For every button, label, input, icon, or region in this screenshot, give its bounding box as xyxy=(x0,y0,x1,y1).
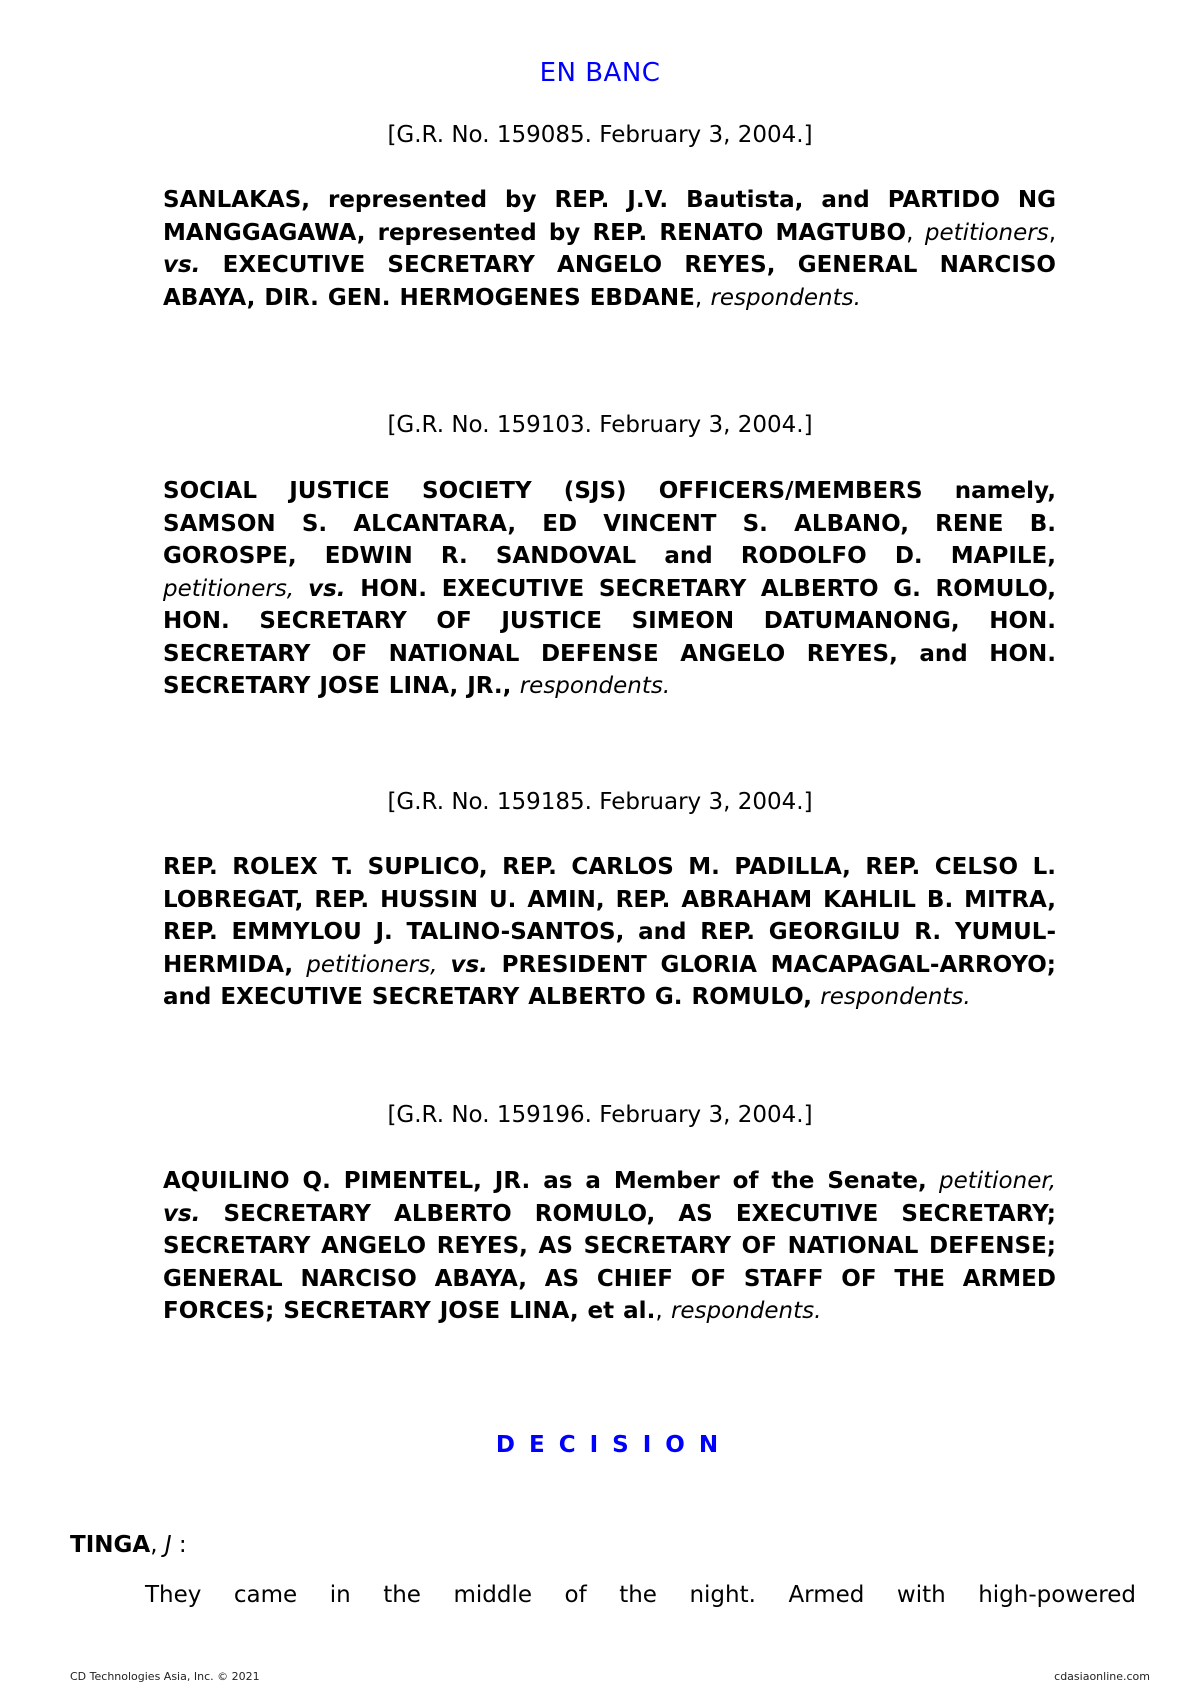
respondents-label: respondents. xyxy=(820,984,971,1010)
petitioners-label: petitioners xyxy=(924,219,1049,246)
respondents-names: EXECUTIVE SECRETARY ANGELO REYES, GENERAL NARCISO ABAYA, DIR. GEN. HERMOGENES EBDANE xyxy=(163,252,1056,311)
respondents-label: respondents. xyxy=(710,284,861,311)
ponente-line xyxy=(70,1532,187,1558)
case-parties xyxy=(163,184,1056,314)
petitioners-names: AQUILINO Q. PIMENTEL, JR. as a Member of the Senate, xyxy=(163,1168,927,1194)
separator: , xyxy=(906,219,925,246)
case-number: [G.R. No. 159196. February 3, 2004.] xyxy=(387,1102,813,1128)
respondents-label: respondents. xyxy=(519,673,671,699)
ponente-title: J xyxy=(164,1532,172,1558)
body-paragraph xyxy=(70,1582,1136,1608)
footer-copyright: CD Technologies Asia, Inc. © 2021 xyxy=(70,1670,260,1683)
versus-label: vs. xyxy=(450,951,488,978)
footer-site: cdasiaonline.com xyxy=(1054,1670,1150,1683)
petitioners-label: petitioner, xyxy=(938,1168,1057,1194)
case-number: [G.R. No. 159185. February 3, 2004.] xyxy=(387,789,813,815)
ponente-colon: : xyxy=(178,1532,187,1558)
petitioners-names: SANLAKAS, represented by REP. J.V. Bautista, and PARTIDO NG MANGGAGAWA, represented by REP. RENATO MAGTUBO xyxy=(163,187,1056,246)
separator xyxy=(293,952,306,978)
petitioners-names: SOCIAL JUSTICE SOCIETY (SJS) OFFICERS/MEMBERS namely, SAMSON S. ALCANTARA, ED VINCENT S. ALBANO, RENE B. GOROSPE, EDWIN R. SANDOVAL and RODOLFO D. MAPILE, xyxy=(163,478,1056,569)
case-number: [G.R. No. 159085. February 3, 2004.] xyxy=(387,122,813,148)
versus-label: vs. xyxy=(163,252,201,278)
respondents-names: HON. EXECUTIVE SECRETARY ALBERTO G. ROMULO, HON. SECRETARY OF JUSTICE SIMEON DATUMANONG, HON. SECRETARY OF NATIONAL DEFENSE ANGELO REYES, and HON. SECRETARY JOSE LINA, JR., xyxy=(163,575,1056,699)
respondents-label: respondents. xyxy=(670,1298,822,1324)
versus-label: vs. xyxy=(163,1200,201,1227)
decision-heading: DECISION xyxy=(495,1432,733,1458)
respondents-names: PRESIDENT GLORIA MACAPAGAL-ARROYO; and EXECUTIVE SECRETARY ALBERTO G. ROMULO, xyxy=(163,951,1056,1010)
petitioners-label: petitioners, xyxy=(306,951,451,978)
separator: , xyxy=(1048,219,1056,246)
ponente-name: TINGA xyxy=(70,1532,151,1558)
division-title: EN BANC xyxy=(539,58,661,88)
separator: , xyxy=(655,1298,671,1324)
respondents-names: SECRETARY ALBERTO ROMULO, AS EXECUTIVE SECRETARY; SECRETARY ANGELO REYES, AS SECRETARY OF NATIONAL DEFENSE; GENERAL NARCISO ABAYA, AS CHIEF OF STAFF OF THE ARMED FORCES; SECRETARY JOSE LINA, et al. xyxy=(163,1200,1056,1324)
case-parties xyxy=(163,851,1056,1014)
petitioners-label: petitioners, xyxy=(163,575,309,602)
versus-label: vs. xyxy=(308,575,346,602)
case-parties xyxy=(163,475,1056,703)
ponente-separator: , xyxy=(150,1532,165,1558)
body-text: They came in the middle of the night. Armed with high-powered xyxy=(145,1582,1136,1608)
petitioners-names: REP. ROLEX T. SUPLICO, REP. CARLOS M. PADILLA, REP. CELSO L. LOBREGAT, REP. HUSSIN U. AMIN, REP. ABRAHAM KAHLIL B. MITRA, REP. EMMYLOU J. TALINO-SANTOS, and REP. GEORGILU R. YUMUL-HERMIDA, xyxy=(163,854,1056,978)
separator xyxy=(812,984,820,1010)
separator: , xyxy=(694,284,711,311)
separator xyxy=(511,673,519,699)
separator xyxy=(927,1168,939,1194)
case-number: [G.R. No. 159103. February 3, 2004.] xyxy=(387,412,813,438)
case-parties xyxy=(163,1165,1056,1328)
